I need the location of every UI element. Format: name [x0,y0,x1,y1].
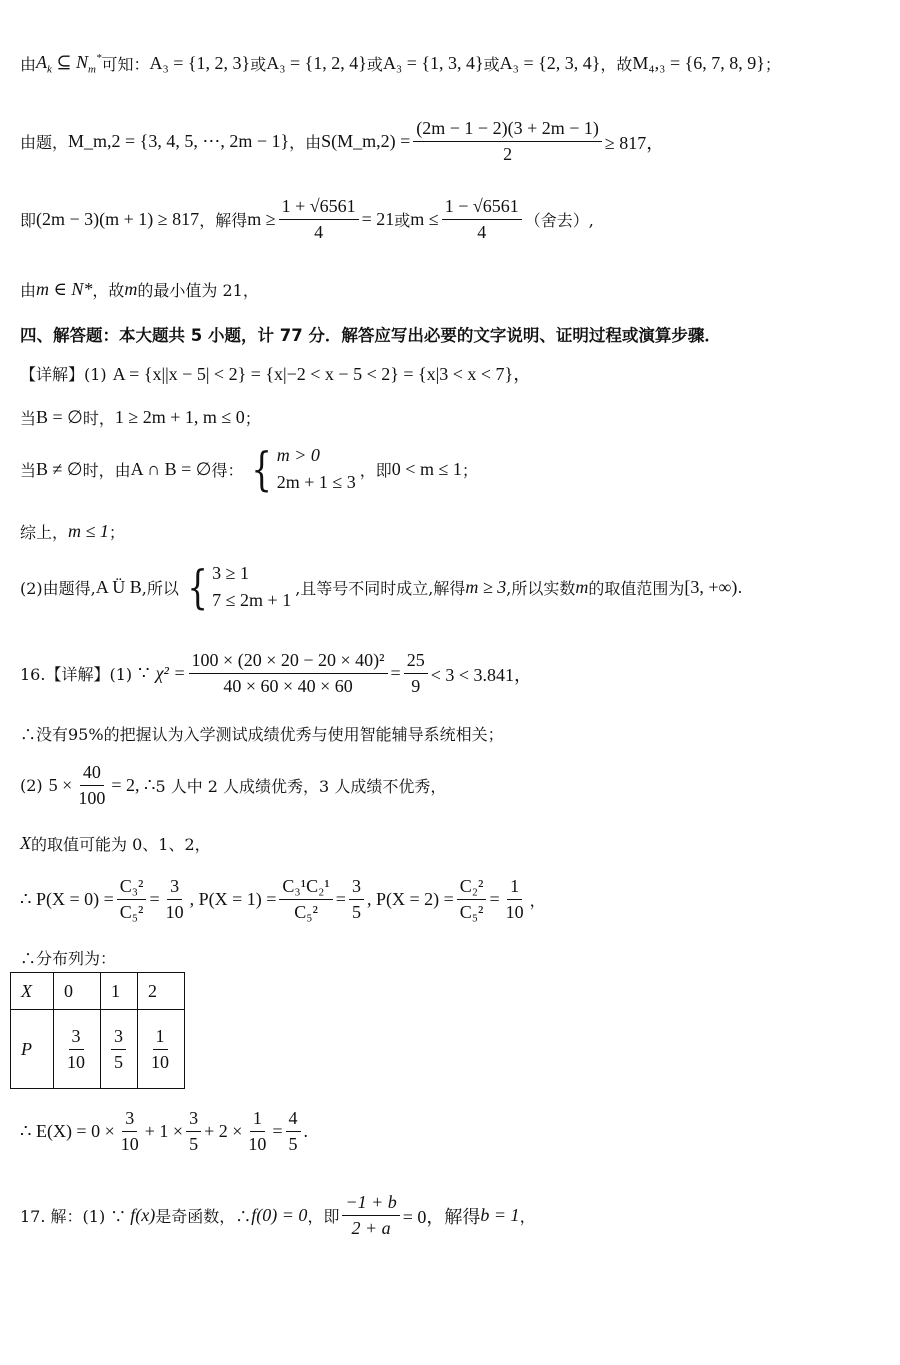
math: A₃ = {2, 3, 4} [499,53,601,74]
fraction: $\frac{3}{5}$ [186,1108,201,1155]
table-cell: $\frac{1}{10}$ [138,1010,185,1089]
line-6 [20,360,531,386]
fraction: $\frac{3}{5}$ [349,876,364,923]
math: m ≥ 3 [465,576,507,597]
text: 5 人中 2 人成绩优秀，3 人成绩不优秀， [155,777,447,796]
math: X [20,833,31,853]
math: M_m,2 = {3, 4, 5, ⋯, 2m − 1} [68,131,290,151]
table-header-1: 1 [101,973,138,1010]
fraction: $\frac{1 + √6561}{4}$ [279,196,359,243]
math: f(0) = 0 [251,1205,308,1225]
math: m [124,279,138,299]
math: ≥ 817， [604,132,665,153]
text: 由题， [20,133,69,152]
math: χ² = [155,663,186,683]
text: ,且等号不同时成立,解得 [295,578,466,598]
fraction: $\frac{3}{10}$ [120,1108,139,1154]
math: f(x) [130,1205,156,1225]
text: ，解得 [199,211,248,230]
line-1 [20,52,781,76]
math: , P(X = 1) = [189,889,277,909]
text: 即 [20,211,37,230]
text: 当 [20,409,37,428]
text: 的取值范围为 [588,578,685,598]
text: ,所以 [141,578,179,598]
text: 可知： [101,55,150,75]
text: 或 [394,211,411,230]
line-2 [20,118,664,165]
table-cell: $\frac{3}{5}$ [101,1010,138,1089]
line-13 [20,762,446,809]
text: （舍去）, [524,211,594,230]
fraction: $\frac{\text{C₂²}}{\text{C₅²}}$ [457,876,487,923]
text: 是奇函数，∴ [155,1207,252,1226]
text: 得： [211,460,244,480]
text: (2)由题得, [20,578,96,598]
table-header-2: 2 [138,973,185,1010]
line-14 [20,832,211,855]
text: ，即 [307,1207,340,1226]
math: S(M_m,2) = [321,131,411,151]
table-row-p: P [11,1010,54,1089]
math: + 2 × [204,1121,243,1141]
equation-system: { m > 0 2m + 1 ≤ 3 [251,442,356,496]
text: 或 [483,55,500,75]
text: ,所以实数 [506,578,576,598]
text: 由 [20,55,37,75]
math: = 21 [361,209,395,229]
text: ， [529,891,546,910]
fraction: $\frac{\text{C₃²}}{\text{C₅²}}$ [117,876,147,923]
table-header-x: X [11,973,54,1010]
math: m ≤ 1 [68,521,109,541]
equation-system: { 3 ≥ 1 7 ≤ 2m + 1 [187,560,292,614]
fraction: $\frac{\text{100 × (20 × 20 − 20 × 40)²}}{40 \times 60 \times 40 \times 60}$ [189,650,388,697]
math: = [390,663,401,683]
text: 时，由 [82,460,131,480]
line-10 [20,560,742,614]
text: 由 [20,281,37,300]
line-17 [20,1108,308,1155]
math: 5 × [48,775,73,795]
math: A₃ = {1, 2, 4} [266,53,367,74]
math: M₄,₃ = {6, 7, 8, 9} [632,53,765,74]
math: A = {x||x − 5| < 2} = {x|−2 < x − 5 < 2} = {x|3 < x < 7}， [112,364,532,384]
math: m ≥ [247,209,276,229]
line-4 [20,278,259,301]
math: m [575,576,589,597]
line-3 [20,196,594,243]
math: ∴ P(X = 0) = [20,889,114,909]
math: $A_k$ ⊆ $N_m^*$ [36,52,102,76]
text: 17. 解：(1) ∵ [20,1207,127,1226]
line-12: ∴没有95%的把握认为入学测试成绩优秀与使用智能辅导系统相关； [20,725,504,744]
text: 时， [82,409,115,428]
math: b = 1 [480,1205,520,1225]
text: 当 [20,460,37,480]
text: 或 [366,55,383,75]
line-8 [20,442,478,496]
text: ； [108,523,125,542]
text: . [737,577,743,597]
math: [3, +∞) [684,576,738,597]
text: ； [764,55,781,75]
fraction: $\frac{-1 + b}{2 + a}$ [342,1192,399,1239]
text: ，故 [600,55,633,75]
line-9 [20,520,125,543]
fraction: $\frac{1}{10}$ [248,1108,267,1154]
math: = 0，解得 [402,1206,481,1227]
math: B = ∅ [36,407,83,427]
math: A Ü B [95,576,142,597]
math: = [272,1121,283,1141]
line-16: ∴分布列为： [20,949,117,968]
table-cell: $\frac{3}{10}$ [54,1010,101,1089]
line-18 [20,1192,536,1239]
math: , P(X = 2) = [366,889,454,909]
text: 【详解】(1) [20,364,107,384]
table-header-0: 0 [54,973,101,1010]
math: (2m − 3)(m + 1) ≥ 817 [36,209,200,229]
fraction: $\frac{1}{10}$ [505,876,524,922]
math: A₃ = {1, 2, 3} [149,53,251,74]
math: B ≠ ∅ [36,458,83,479]
math: A₃ = {1, 3, 4} [382,53,484,74]
line-7 [20,406,261,429]
fraction: $\frac{3}{10}$ [165,876,184,922]
math: 0 < m ≤ 1 [391,458,462,479]
section-heading: 四、解答题：本大题共 5 小题，计 77 分．解答应写出必要的文字说明、证明过程或演算步骤． [20,326,721,345]
text: ； [461,460,478,480]
math: . [303,1121,309,1141]
fraction: $\frac{(2m - 1 - 2)(3 + 2m - 1)}{2}$ [413,118,602,165]
text: 的取值可能为 0、1、2， [31,835,211,854]
fraction: $\frac{40}{100}$ [78,762,106,808]
math: ∴ E(X) = 0 × [20,1121,115,1141]
fraction: $\frac{25}{9}$ [404,650,428,697]
line-11 [20,650,532,697]
math: m ≤ [410,209,439,229]
fraction: $\frac{1 - √6561}{4}$ [442,196,522,243]
math: m ∈ N* [36,279,93,299]
text: 的最小值为 21， [137,281,259,300]
text: ，由 [289,133,322,152]
text: 综上， [20,523,69,542]
fraction: $\frac{4}{5}$ [286,1108,301,1155]
math: = 2, ∴ [111,775,156,795]
text: (2) [20,776,43,795]
math: + 1 × [144,1121,184,1141]
text: ，故 [92,281,125,300]
fraction: $\frac{\text{C₃¹C₂¹}}{\text{C₅²}}$ [279,876,332,923]
text: ， [519,1207,536,1226]
text: ，即 [359,460,392,480]
math: A ∩ B = ∅ [130,458,212,479]
math: < 3 < 3.841， [430,664,533,685]
line-15: ∴ P(X = 0) = $\frac{\text{C₃²}}{\text{C₅²}}$ = $\frac{3}{10}$ , P(X = 1) = $\frac{\text{C₃¹C₂¹}}{\text{C₅²}}$ = $\frac{3}{5}$ , P(X = 2) = $\frac{\text{C₂²}}{\text{C₅²}}$ = $\frac{1}{10}$ ， [20,876,546,922]
text: 或 [250,55,267,75]
math: 1 ≥ 2m + 1, m ≤ 0 [114,407,245,427]
distribution-table [10,972,185,1089]
text: ； [244,409,261,428]
math: ∵ [138,663,150,683]
text: 16.【详解】(1) [20,665,133,684]
